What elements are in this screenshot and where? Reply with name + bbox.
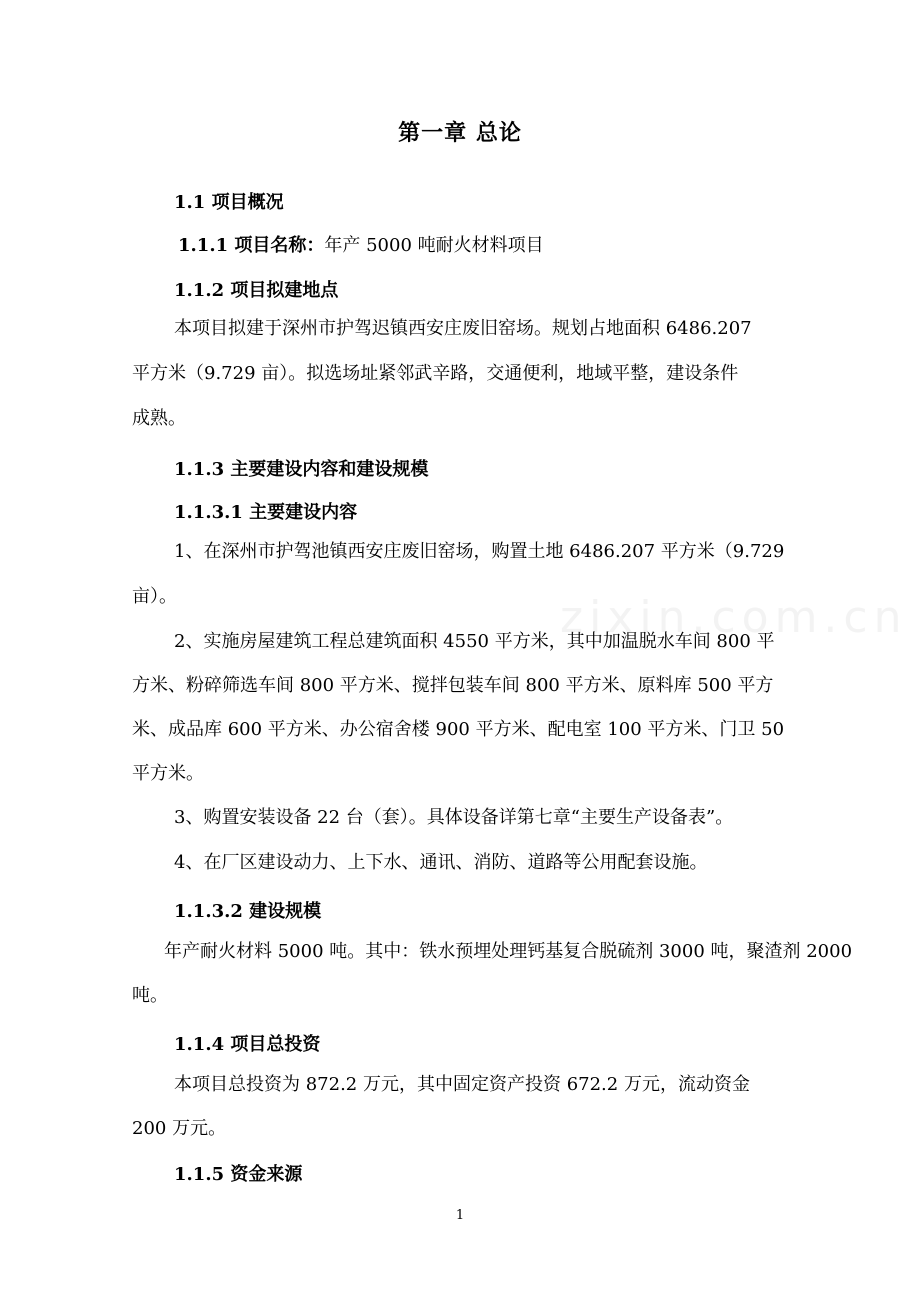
section-heading-1-1: 1.1 项目概况 [174,192,284,213]
section-heading-1-1-2: 1.1.2 项目拟建地点 [174,280,339,301]
item-2-line-1: 2、实施房屋建筑工程总建筑面积 4550 平方米，其中加温脱水车间 800 平 [174,631,775,652]
investment-line-1: 本项目总投资为 872.2 万元，其中固定资产投资 672.2 万元，流动资金 [174,1074,750,1095]
location-paragraph-line-1: 本项目拟建于深州市护驾迟镇西安庄废旧窑场。规划占地面积 6486.207 [174,318,752,339]
project-name-label: 1.1.1 项目名称： [178,235,325,256]
item-3: 3、购置安装设备 22 台（套）。具体设备详第七章“主要生产设备表”。 [174,807,734,828]
location-paragraph-line-3: 成熟。 [132,408,186,429]
item-4: 4、在厂区建设动力、上下水、通讯、消防、道路等公用配套设施。 [174,852,708,873]
item-1-line-2: 亩）。 [132,586,177,607]
section-heading-1-1-3-2: 1.1.3.2 建设规模 [174,901,322,922]
section-heading-1-1-3: 1.1.3 主要建设内容和建设规模 [174,459,429,480]
item-2-line-2: 方米、粉碎筛选车间 800 平方米、搅拌包装车间 800 平方米、原料库 500 平方 [132,675,774,696]
chapter-title: 第一章 总论 [398,120,522,146]
investment-line-2: 200 万元。 [132,1118,227,1139]
section-heading-1-1-5: 1.1.5 资金来源 [174,1164,303,1185]
section-heading-1-1-4: 1.1.4 项目总投资 [174,1034,321,1055]
item-2-line-3: 米、成品库 600 平方米、办公宿舍楼 900 平方米、配电室 100 平方米、门卫 50 [132,719,785,740]
watermark: zixin.com.cn [560,592,908,643]
location-paragraph-line-2: 平方米（9.729 亩）。拟选场址紧邻武辛路，交通便利，地域平整，建设条件 [132,363,739,384]
project-name-line [178,231,544,257]
item-2-line-4: 平方米。 [132,763,204,784]
scale-line-2: 吨。 [132,985,168,1006]
item-1-line-1: 1、在深州市护驾池镇西安庄废旧窑场，购置土地 6486.207 平方米（9.729 [174,541,785,562]
scale-line-1: 年产耐火材料 5000 吨。其中：铁水预埋处理钙基复合脱硫剂 3000 吨，聚渣剂 2000 [164,941,853,962]
project-name-value: 年产 5000 吨耐火材料项目 [324,235,544,256]
section-heading-1-1-3-1: 1.1.3.1 主要建设内容 [174,502,358,523]
page-number: 1 [455,1208,465,1223]
